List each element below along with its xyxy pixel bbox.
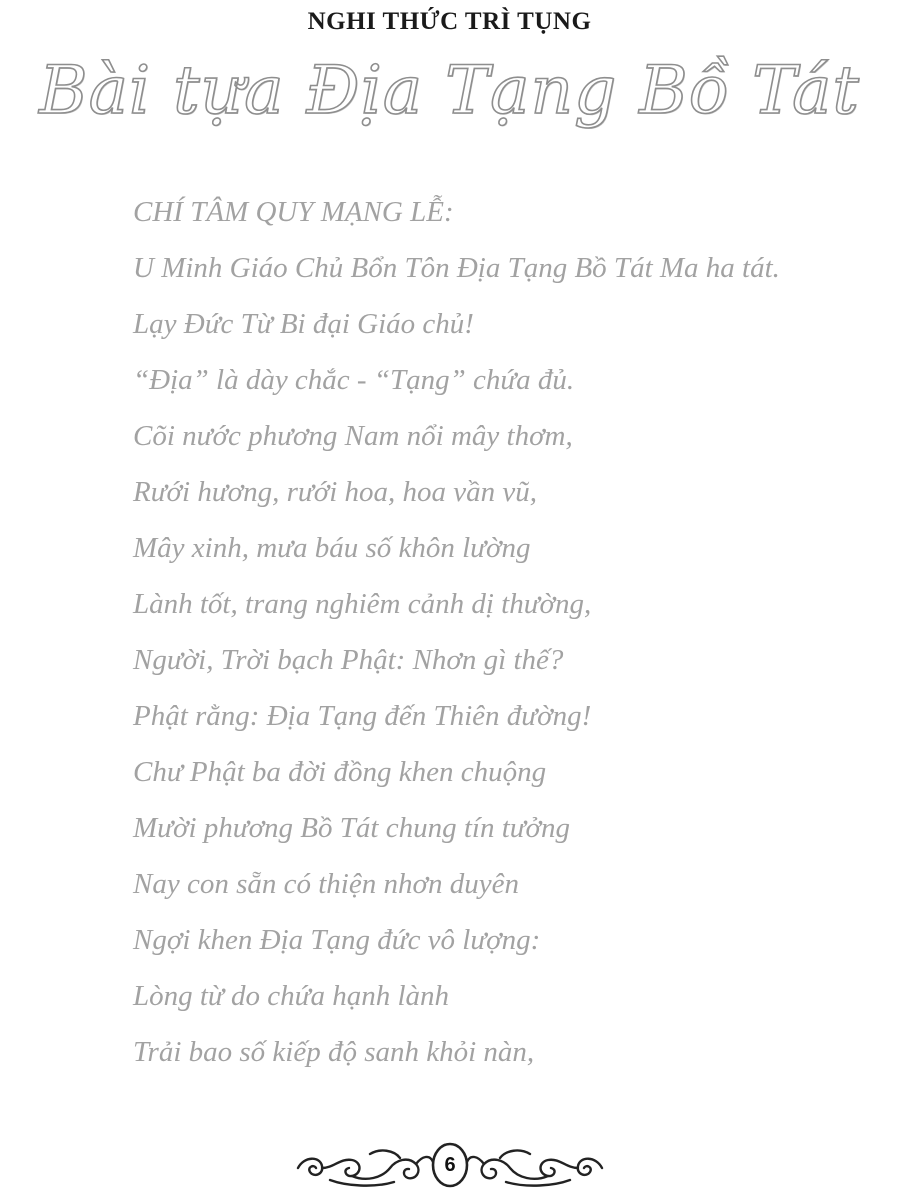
verse-line: Nay con sẵn có thiện nhơn duyên [133, 868, 519, 900]
verse-line: Ngợi khen Địa Tạng đức vô lượng: [133, 924, 541, 956]
verse-line: CHÍ TÂM QUY MẠNG LỄ: [133, 196, 454, 228]
page-title: Bài tựa Địa Tạng Bồ Tát [39, 52, 860, 129]
verse-line: Người, Trời bạch Phật: Nhơn gì thế? [133, 644, 564, 676]
verse-line: Rưới hương, rưới hoa, hoa vần vũ, [133, 476, 537, 508]
verse-line: Cõi nước phương Nam nổi mây thơm, [133, 420, 573, 452]
verse-line: Trải bao số kiếp độ sanh khỏi nàn, [133, 1036, 535, 1068]
verse-line: U Minh Giáo Chủ Bổn Tôn Địa Tạng Bồ Tát Ma ha tát. [133, 252, 780, 284]
verse-line: Chư Phật ba đời đồng khen chuộng [133, 756, 547, 788]
verse-line: Lòng từ do chứa hạnh lành [133, 980, 449, 1012]
verse-line: “Địa” là dày chắc - “Tạng” chứa đủ. [133, 364, 575, 396]
verse-line: Mười phương Bồ Tát chung tín tưởng [133, 812, 571, 844]
verse-line: Lành tốt, trang nghiêm cảnh dị thường, [133, 588, 592, 620]
verse-line: Lạy Đức Từ Bi đại Giáo chủ! [133, 308, 474, 340]
page-footer [290, 1138, 610, 1194]
verse-line: Phật rằng: Địa Tạng đến Thiên đường! [133, 700, 592, 732]
verse-line: Mây xinh, mưa báu số khôn lường [133, 532, 531, 564]
verse-text [133, 190, 780, 1086]
running-header: NGHI THỨC TRÌ TỤNG [307, 8, 592, 35]
page-number: 6 [444, 1154, 456, 1176]
